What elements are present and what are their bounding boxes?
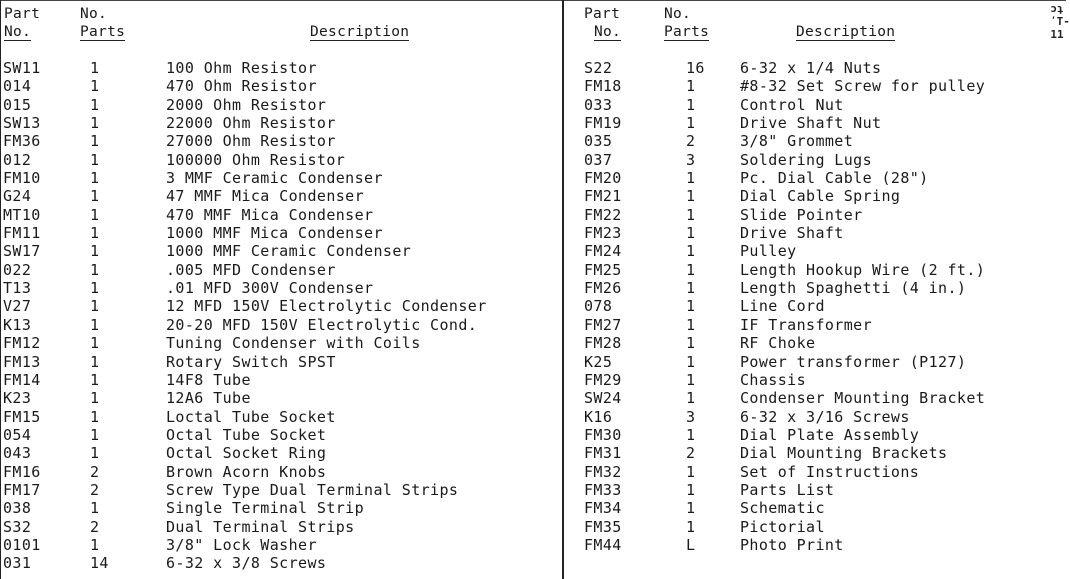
part-number: FM36	[3, 132, 41, 151]
left-header-no-parts	[80, 5, 125, 41]
part-number: 078	[584, 297, 613, 316]
parts-row	[566, 242, 1066, 260]
parts-row	[0, 334, 560, 352]
part-quantity: 1	[90, 535, 100, 554]
part-description: 20-20 MFD 150V Electrolytic Cond.	[166, 315, 478, 334]
part-quantity: 16	[686, 59, 705, 77]
parts-row	[566, 518, 1066, 536]
margin-note: ɔʇ ʹT-11	[1050, 2, 1070, 41]
parts-row	[566, 187, 1066, 205]
part-quantity: 1	[90, 59, 100, 77]
part-description: Pulley	[740, 242, 797, 261]
part-quantity: 1	[686, 425, 696, 444]
part-description: Drive Shaft	[740, 224, 844, 243]
part-description: Single Terminal Strip	[166, 499, 365, 518]
part-description: 3/8" Grommet	[740, 132, 854, 151]
part-quantity: 1	[686, 260, 696, 279]
parts-row	[566, 426, 1066, 444]
part-number: SW17	[3, 242, 41, 261]
part-quantity: 1	[90, 187, 100, 206]
part-quantity: 1	[90, 224, 100, 243]
part-quantity: 1	[686, 334, 696, 353]
part-description: Power transformer (P127)	[740, 352, 967, 371]
part-quantity: 1	[90, 407, 100, 426]
part-description: 3 MMF Ceramic Condenser	[166, 169, 383, 188]
part-number: K25	[584, 352, 613, 371]
part-quantity: 1	[686, 95, 696, 114]
part-number: FM10	[3, 169, 41, 188]
part-quantity: 14	[90, 554, 109, 573]
parts-row	[566, 261, 1066, 279]
part-number: 054	[3, 425, 32, 444]
part-description: Rotary Switch SPST	[166, 352, 336, 371]
parts-row	[0, 353, 560, 371]
left-header-part-no	[4, 5, 40, 41]
part-number: FM22	[584, 205, 622, 224]
part-quantity: 1	[686, 205, 696, 224]
part-number: 038	[3, 499, 32, 518]
right-header-description: Description	[796, 24, 896, 40]
part-number: K13	[3, 315, 32, 334]
parts-row	[566, 151, 1066, 169]
part-description: Line Cord	[740, 297, 825, 316]
part-quantity: 1	[686, 242, 696, 261]
parts-row	[0, 279, 560, 297]
part-quantity: 2	[90, 462, 100, 481]
parts-row	[0, 261, 560, 279]
part-number: FM23	[584, 224, 622, 243]
part-number: 015	[3, 95, 32, 114]
parts-row	[566, 132, 1066, 150]
part-number: 031	[3, 554, 32, 573]
parts-row	[0, 316, 560, 334]
parts-row	[0, 518, 560, 536]
parts-row	[0, 59, 560, 77]
part-number: FM31	[584, 444, 622, 463]
part-number: V27	[3, 297, 32, 316]
part-description: Pictorial	[740, 517, 825, 536]
part-quantity: 1	[90, 114, 100, 133]
part-description: 100000 Ohm Resistor	[166, 150, 346, 169]
parts-row	[0, 77, 560, 95]
part-description: Dial Mounting Brackets	[740, 444, 948, 463]
part-quantity: 1	[686, 389, 696, 408]
part-number: FM28	[584, 334, 622, 353]
part-quantity: 1	[686, 499, 696, 518]
part-number: FM18	[584, 77, 622, 96]
part-number: FM21	[584, 187, 622, 206]
part-description: Octal Tube Socket	[166, 425, 327, 444]
part-description: 47 MMF Mica Condenser	[166, 187, 365, 206]
part-quantity: 1	[686, 114, 696, 133]
parts-row	[566, 444, 1066, 462]
part-description: Set of Instructions	[740, 462, 920, 481]
parts-row	[0, 536, 560, 554]
parts-row	[566, 169, 1066, 187]
part-description: Photo Print	[740, 535, 844, 554]
part-quantity: 1	[90, 95, 100, 114]
part-number: S32	[3, 517, 32, 536]
parts-row	[566, 96, 1066, 114]
parts-row	[566, 389, 1066, 407]
parts-row	[0, 187, 560, 205]
parts-row	[566, 481, 1066, 499]
right-header-part-line2: No.	[594, 24, 622, 40]
part-number: 043	[3, 444, 32, 463]
part-description: 14F8 Tube	[166, 370, 251, 389]
part-description: Control Nut	[740, 95, 844, 114]
part-number: SW11	[3, 59, 41, 77]
part-number: FM34	[584, 499, 622, 518]
part-description: Pc. Dial Cable (28")	[740, 169, 929, 188]
part-quantity: 3	[686, 150, 696, 169]
part-quantity: 1	[90, 169, 100, 188]
parts-row	[0, 408, 560, 426]
part-description: 6-32 x 1/4 Nuts	[740, 59, 882, 77]
parts-row	[0, 224, 560, 242]
parts-row	[566, 316, 1066, 334]
part-number: MT10	[3, 205, 41, 224]
part-description: Tuning Condenser with Coils	[166, 334, 421, 353]
part-quantity: 1	[90, 77, 100, 96]
part-description: Dial Plate Assembly	[740, 425, 920, 444]
part-description: Slide Pointer	[740, 205, 863, 224]
part-number: T13	[3, 279, 32, 298]
part-description: Octal Socket Ring	[166, 444, 327, 463]
right-header-no-parts	[664, 5, 709, 41]
parts-row	[0, 242, 560, 260]
parts-row	[566, 499, 1066, 517]
part-description: IF Transformer	[740, 315, 873, 334]
part-quantity: 1	[90, 499, 100, 518]
part-quantity: 1	[686, 224, 696, 243]
part-number: SW13	[3, 114, 41, 133]
part-description: Chassis	[740, 370, 807, 389]
parts-row	[0, 554, 560, 572]
part-number: FM16	[3, 462, 41, 481]
part-quantity: 2	[90, 480, 100, 499]
right-header-part-line1: Part	[584, 6, 621, 22]
parts-row	[566, 206, 1066, 224]
parts-row	[566, 334, 1066, 352]
part-quantity: 1	[686, 169, 696, 188]
part-quantity: 1	[686, 480, 696, 499]
part-description: 100 Ohm Resistor	[166, 59, 317, 77]
parts-row	[566, 463, 1066, 481]
part-description: #8-32 Set Screw for pulley	[740, 77, 986, 96]
part-description: 470 Ohm Resistor	[166, 77, 317, 96]
part-description: 1000 MMF Mica Condenser	[166, 224, 383, 243]
parts-row	[0, 114, 560, 132]
parts-row	[0, 132, 560, 150]
part-quantity: 1	[686, 462, 696, 481]
part-quantity: 1	[90, 260, 100, 279]
part-quantity: 2	[90, 517, 100, 536]
part-quantity: 1	[686, 315, 696, 334]
part-number: K16	[584, 407, 613, 426]
part-quantity: 1	[90, 205, 100, 224]
part-number: FM17	[3, 480, 41, 499]
part-description: Length Spaghetti (4 in.)	[740, 279, 967, 298]
parts-row	[0, 297, 560, 315]
part-description: 470 MMF Mica Condenser	[166, 205, 374, 224]
part-description: Drive Shaft Nut	[740, 114, 882, 133]
part-quantity: 1	[90, 297, 100, 316]
part-quantity: 1	[90, 150, 100, 169]
parts-row	[0, 426, 560, 444]
left-header-part-line1: Part	[4, 6, 41, 22]
part-description: Brown Acorn Knobs	[166, 462, 327, 481]
part-quantity: 1	[686, 77, 696, 96]
part-number: K23	[3, 389, 32, 408]
part-number: FM29	[584, 370, 622, 389]
part-quantity: 1	[90, 279, 100, 298]
part-number: G24	[3, 187, 32, 206]
parts-row	[566, 59, 1066, 77]
parts-row	[0, 463, 560, 481]
part-quantity: 1	[686, 279, 696, 298]
part-number: FM24	[584, 242, 622, 261]
part-number: 033	[584, 95, 613, 114]
part-quantity: 1	[90, 315, 100, 334]
part-number: S22	[584, 59, 613, 77]
part-quantity: 1	[90, 334, 100, 353]
part-quantity: 1	[90, 132, 100, 151]
part-description: Parts List	[740, 480, 835, 499]
part-description: 22000 Ohm Resistor	[166, 114, 336, 133]
part-quantity: 1	[90, 242, 100, 261]
part-number: FM11	[3, 224, 41, 243]
parts-row	[0, 206, 560, 224]
part-number: FM13	[3, 352, 41, 371]
parts-row	[0, 481, 560, 499]
parts-row	[0, 96, 560, 114]
part-description: 12 MFD 150V Electrolytic Condenser	[166, 297, 487, 316]
part-description: Condenser Mounting Bracket	[740, 389, 986, 408]
part-quantity: 1	[686, 297, 696, 316]
parts-row	[566, 224, 1066, 242]
part-description: Dial Cable Spring	[740, 187, 901, 206]
part-number: FM32	[584, 462, 622, 481]
parts-row	[0, 151, 560, 169]
part-quantity: 3	[686, 407, 696, 426]
parts-row	[0, 371, 560, 389]
part-quantity: 1	[90, 370, 100, 389]
right-header-no-line1: No.	[664, 6, 692, 22]
top-border	[0, 0, 1066, 1]
parts-row	[566, 536, 1066, 554]
parts-row	[566, 297, 1066, 315]
parts-row	[566, 279, 1066, 297]
part-quantity: 2	[686, 132, 696, 151]
part-number: 035	[584, 132, 613, 151]
part-number: 037	[584, 150, 613, 169]
left-header-no-line1: No.	[80, 6, 108, 22]
part-description: 6-32 x 3/16 Screws	[740, 407, 910, 426]
parts-row	[0, 389, 560, 407]
part-number: 0101	[3, 535, 41, 554]
parts-row	[0, 444, 560, 462]
part-description: Screw Type Dual Terminal Strips	[166, 480, 459, 499]
part-description: Loctal Tube Socket	[166, 407, 336, 426]
part-number: FM35	[584, 517, 622, 536]
part-number: 022	[3, 260, 32, 279]
part-quantity: L	[686, 535, 696, 554]
left-header-description: Description	[310, 24, 410, 40]
part-number: FM20	[584, 169, 622, 188]
part-quantity: 1	[90, 352, 100, 371]
parts-row	[566, 77, 1066, 95]
part-number: FM15	[3, 407, 41, 426]
part-number: FM12	[3, 334, 41, 353]
part-quantity: 1	[686, 517, 696, 536]
part-number: FM19	[584, 114, 622, 133]
part-number: FM26	[584, 279, 622, 298]
part-number: FM44	[584, 535, 622, 554]
parts-row	[566, 408, 1066, 426]
right-header-part-no	[584, 5, 621, 41]
part-quantity: 2	[686, 444, 696, 463]
part-description: Schematic	[740, 499, 825, 518]
part-number: FM27	[584, 315, 622, 334]
part-description: RF Choke	[740, 334, 816, 353]
part-quantity: 1	[686, 187, 696, 206]
part-description: Soldering Lugs	[740, 150, 873, 169]
part-number: 012	[3, 150, 32, 169]
parts-row	[0, 499, 560, 517]
part-quantity: 1	[686, 352, 696, 371]
part-description: .01 MFD 300V Condenser	[166, 279, 374, 298]
part-quantity: 1	[90, 425, 100, 444]
part-description: .005 MFD Condenser	[166, 260, 336, 279]
parts-row	[566, 353, 1066, 371]
part-quantity: 1	[686, 370, 696, 389]
right-parts-column	[566, 59, 1066, 554]
part-description: 3/8" Lock Washer	[166, 535, 317, 554]
right-header-no-line2: Parts	[664, 24, 710, 40]
left-header-part-line2: No.	[4, 24, 32, 40]
part-number: 014	[3, 77, 32, 96]
part-number: SW24	[584, 389, 622, 408]
part-number: FM14	[3, 370, 41, 389]
part-quantity: 1	[90, 444, 100, 463]
parts-row	[566, 371, 1066, 389]
part-description: 27000 Ohm Resistor	[166, 132, 336, 151]
parts-row	[0, 169, 560, 187]
parts-row	[566, 114, 1066, 132]
part-description: Dual Terminal Strips	[166, 517, 355, 536]
part-description: 1000 MMF Ceramic Condenser	[166, 242, 412, 261]
part-description: Length Hookup Wire (2 ft.)	[740, 260, 986, 279]
part-number: FM33	[584, 480, 622, 499]
column-divider	[562, 0, 564, 579]
left-parts-column	[0, 59, 560, 573]
part-description: 6-32 x 3/8 Screws	[166, 554, 327, 573]
part-description: 2000 Ohm Resistor	[166, 95, 327, 114]
part-description: 12A6 Tube	[166, 389, 251, 408]
part-number: FM25	[584, 260, 622, 279]
part-quantity: 1	[90, 389, 100, 408]
left-header-no-line2: Parts	[80, 24, 126, 40]
part-number: FM30	[584, 425, 622, 444]
